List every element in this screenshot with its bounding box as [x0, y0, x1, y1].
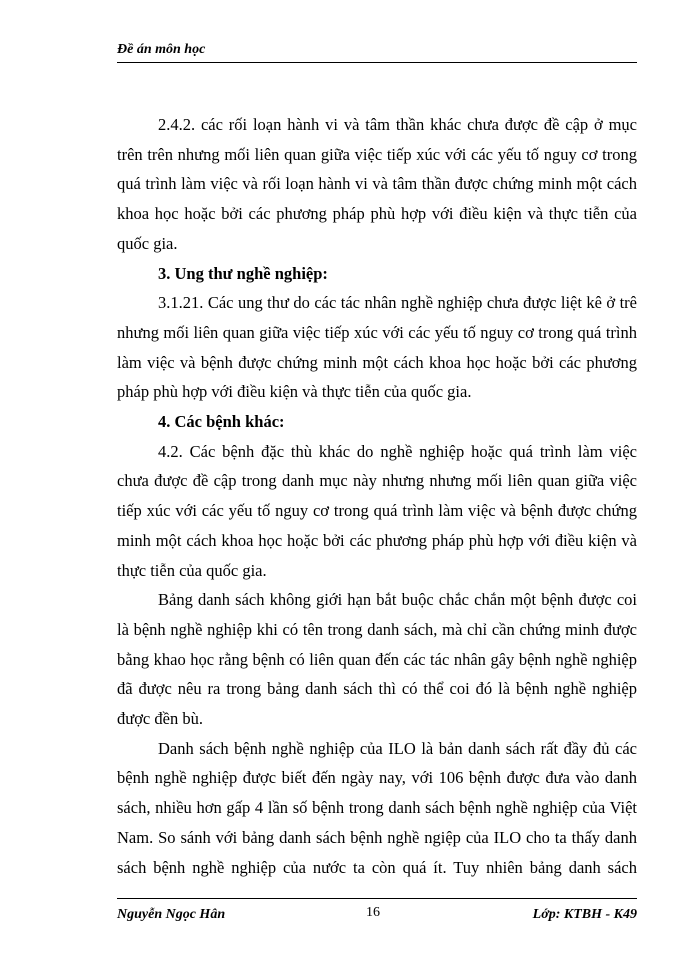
- header-title: Đề án môn học: [117, 42, 206, 57]
- text-line: minh một cách khoa học hoặc bởi các phương pháp phù hợp với điều kiện và: [117, 530, 637, 550]
- text-line: Nam. So sánh với bảng danh sách bệnh nghề ngiệp của ILO cho ta thấy danh: [117, 827, 637, 847]
- text-line: bệnh nghề nghiệp được biết đến ngày nay, với 106 bệnh được đưa vào danh: [117, 768, 637, 788]
- section-heading-3: 3. Ung thư nghề nghiệp:: [158, 263, 328, 283]
- page-number: 16: [366, 905, 380, 920]
- page-footer: [117, 898, 637, 925]
- text-line: 3.1.21. Các ung thư do các tác nhân nghề nghiệp chưa được liệt kê ở trê: [158, 293, 637, 313]
- text-line: 2.4.2. các rối loạn hành vi và tâm thần khác chưa được đề cập ở mục: [158, 115, 637, 134]
- text-line: sách, nhiều hơn gấp 4 lần số bệnh trong danh sách bệnh nghề nghiệp của Việt: [117, 798, 637, 818]
- document-body: [117, 110, 637, 882]
- text-line: khoa học hoặc bởi các phương pháp phù hợp với điều kiện và thực tiễn của: [117, 204, 637, 224]
- text-line: sách bệnh nghề nghiệp của nước ta còn quá ít. Tuy nhiên bảng danh sách: [117, 857, 637, 877]
- text-line: bằng khao học rằng bệnh có liên quan đến các tác nhân gây bệnh nghề nghiệp: [117, 649, 637, 669]
- text-line: nhưng mối liên quan giữa việc tiếp xúc với các yếu tố nguy cơ trong quá trình: [117, 322, 637, 342]
- paragraph-2-4-2: [117, 110, 637, 259]
- text-line: Bảng danh sách không giới hạn bắt buộc chắc chắn một bệnh được coi: [158, 590, 637, 610]
- text-line: Danh sách bệnh nghề nghiệp của ILO là bản danh sách rất đầy đủ các: [158, 738, 637, 758]
- text-line: là bệnh nghề nghiệp khi có tên trong danh sách, mà chỉ cần chứng minh được: [117, 619, 637, 639]
- text-line: 4.2. Các bệnh đặc thù khác do nghề nghiệp hoặc quá trình làm việc: [158, 441, 637, 461]
- paragraph-4-2: [117, 437, 637, 586]
- text-line: pháp phù hợp với điều kiện và thực tiễn của quốc gia.: [117, 382, 472, 402]
- paragraph-ilo-list: [117, 734, 637, 883]
- text-line: làm việc và bệnh được chứng minh một cách khoa học hoặc bởi các phương: [117, 352, 637, 372]
- text-line: tiếp xúc với các yếu tố nguy cơ trong quá trình làm việc và bệnh được chứng: [117, 501, 637, 521]
- text-line: quốc gia.: [117, 233, 178, 253]
- footer-author: Nguyễn Ngọc Hân: [117, 907, 226, 922]
- text-line: quá trình làm việc và rối loạn hành vi và tâm thần được chứng minh một cách: [117, 174, 637, 194]
- footer-class-label: Lớp: KTBH - K49: [532, 907, 637, 922]
- paragraph-list-scope: [117, 585, 637, 734]
- text-line: trên trên nhưng mối liên quan giữa việc tiếp xúc với các yếu tố nguy cơ trong: [117, 144, 637, 164]
- text-line: chưa được đề cập trong danh mục này nhưng nhưng mối liên quan giữa việc: [117, 471, 637, 491]
- page-header: [117, 38, 637, 63]
- text-line: được đền bù.: [117, 709, 203, 729]
- paragraph-3-1-21: [117, 288, 637, 407]
- section-heading-4: 4. Các bệnh khác:: [158, 412, 285, 432]
- text-line: đã được nêu ra trong bảng danh sách thì có thể coi đó là bệnh nghề nghiệp: [117, 679, 637, 699]
- text-line: thực tiễn của quốc gia.: [117, 560, 267, 580]
